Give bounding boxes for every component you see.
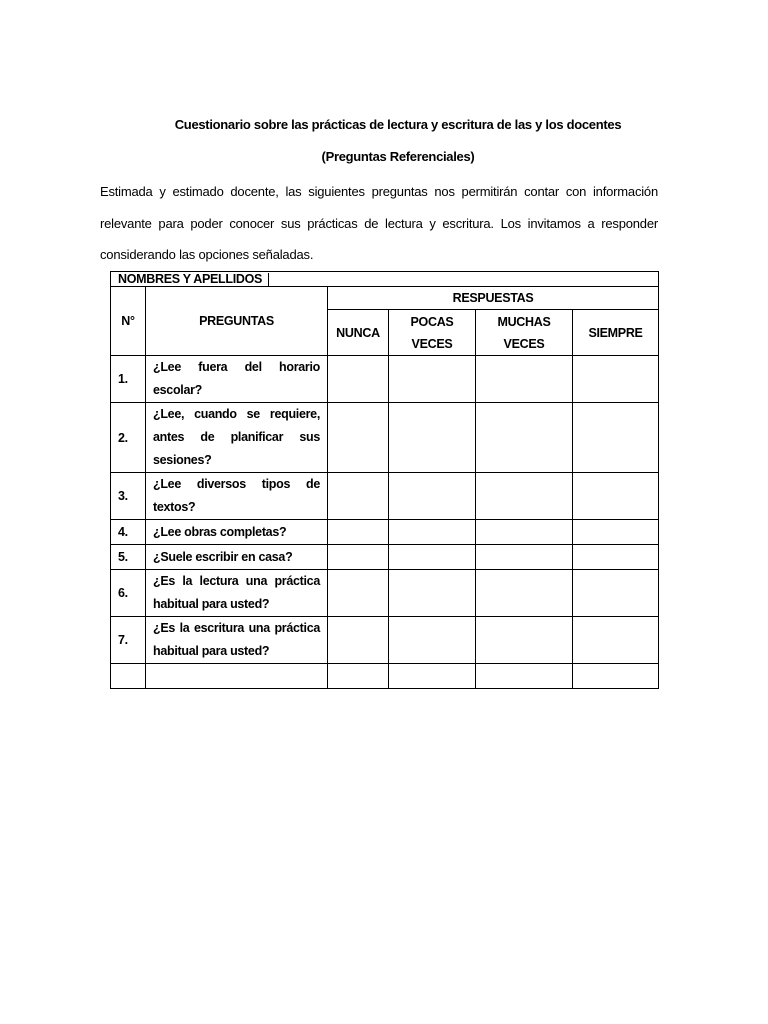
answer-cell-siempre[interactable] [573, 473, 659, 520]
question-text: ¿Suele escribir en casa? [146, 545, 328, 570]
answer-cell-siempre[interactable] [573, 617, 659, 664]
question-text: ¿Lee diversos tipos de textos? [146, 473, 328, 520]
responses-header: RESPUESTAS [328, 287, 659, 310]
answer-cell-pocas-veces[interactable] [389, 520, 476, 545]
question-rows [111, 356, 659, 689]
table-row [111, 617, 659, 664]
answer-cell-siempre[interactable] [573, 403, 659, 473]
intro-paragraph: Estimada y estimado docente, las siguientes preguntas nos permitirán contar con información relevante para poder conocer sus prácticas de lectura y escritura. Los invitamos a responder considerando las opciones señaladas. [100, 184, 658, 262]
question-text: ¿Lee obras completas? [146, 520, 328, 545]
answer-cell-siempre[interactable] [573, 664, 659, 689]
answer-cell-nunca[interactable] [328, 473, 389, 520]
table-row [111, 664, 659, 689]
answer-cell-nunca[interactable] [328, 664, 389, 689]
answer-cell-muchas-veces[interactable] [476, 617, 573, 664]
option-muchas-veces: MUCHAS VECES [476, 310, 573, 356]
answer-cell-pocas-veces[interactable] [389, 356, 476, 403]
answer-cell-siempre[interactable] [573, 520, 659, 545]
answer-cell-pocas-veces[interactable] [389, 473, 476, 520]
col-questions-header: PREGUNTAS [146, 287, 328, 356]
question-number: 6. [111, 570, 146, 617]
question-text: ¿Lee, cuando se requiere, antes de planificar sus sesiones? [146, 403, 328, 473]
table-row [111, 473, 659, 520]
question-text [146, 664, 328, 689]
answer-cell-muchas-veces[interactable] [476, 664, 573, 689]
answer-cell-muchas-veces[interactable] [476, 403, 573, 473]
answer-cell-muchas-veces[interactable] [476, 570, 573, 617]
answer-cell-siempre[interactable] [573, 545, 659, 570]
answer-cell-muchas-veces[interactable] [476, 545, 573, 570]
answer-cell-nunca[interactable] [328, 570, 389, 617]
answer-cell-siempre[interactable] [573, 570, 659, 617]
question-number: 1. [111, 356, 146, 403]
document-subtitle: (Preguntas Referenciales) [321, 149, 475, 164]
question-number: 5. [111, 545, 146, 570]
answer-cell-nunca[interactable] [328, 356, 389, 403]
name-row [111, 272, 659, 287]
answer-cell-muchas-veces[interactable] [476, 520, 573, 545]
table-row [111, 403, 659, 473]
table-row [111, 520, 659, 545]
col-num-header: N° [111, 287, 146, 356]
answer-cell-nunca[interactable] [328, 403, 389, 473]
answer-cell-nunca[interactable] [328, 545, 389, 570]
answer-cell-pocas-veces[interactable] [389, 403, 476, 473]
name-label: NOMBRES Y APELLIDOS [118, 273, 269, 286]
question-text: ¿Es la escritura una práctica habitual para usted? [146, 617, 328, 664]
answer-cell-nunca[interactable] [328, 617, 389, 664]
question-text: ¿Es la lectura una práctica habitual para usted? [146, 570, 328, 617]
option-pocas-veces: POCAS VECES [389, 310, 476, 356]
question-number: 7. [111, 617, 146, 664]
questionnaire-table [110, 271, 659, 689]
question-number: 2. [111, 403, 146, 473]
table-row [111, 570, 659, 617]
answer-cell-pocas-veces[interactable] [389, 664, 476, 689]
answer-cell-muchas-veces[interactable] [476, 356, 573, 403]
answer-cell-siempre[interactable] [573, 356, 659, 403]
responses-header-row [111, 287, 659, 310]
answer-cell-nunca[interactable] [328, 520, 389, 545]
option-nunca: NUNCA [328, 310, 389, 356]
question-number: 4. [111, 520, 146, 545]
answer-cell-muchas-veces[interactable] [476, 473, 573, 520]
document-title: Cuestionario sobre las prácticas de lectura y escritura de las y los docentes [174, 117, 622, 132]
table-row [111, 545, 659, 570]
answer-cell-pocas-veces[interactable] [389, 617, 476, 664]
answer-cell-pocas-veces[interactable] [389, 570, 476, 617]
option-siempre: SIEMPRE [573, 310, 659, 356]
table-row [111, 356, 659, 403]
question-number: 3. [111, 473, 146, 520]
answer-cell-pocas-veces[interactable] [389, 545, 476, 570]
name-cell[interactable] [111, 272, 659, 287]
question-number [111, 664, 146, 689]
question-text: ¿Lee fuera del horario escolar? [146, 356, 328, 403]
